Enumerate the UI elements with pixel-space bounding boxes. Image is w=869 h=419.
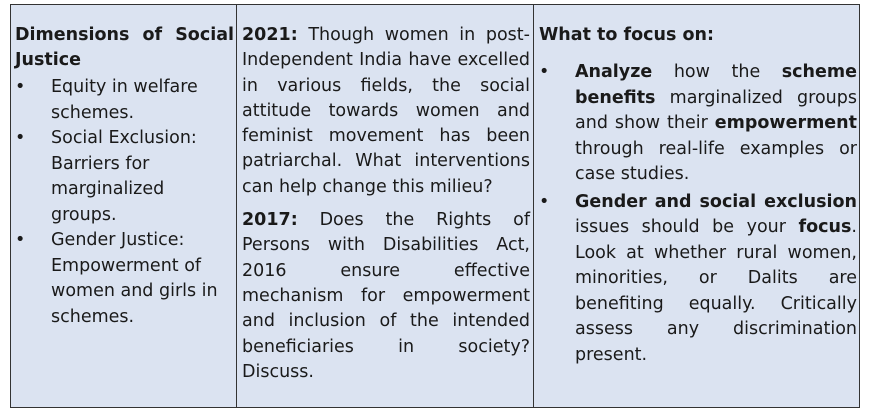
focus-title: What to focus on:	[539, 25, 714, 45]
emphasis-text: scheme benefits	[575, 62, 857, 108]
emphasis-text: empowerment	[714, 113, 857, 133]
list-item	[15, 126, 234, 228]
list-item	[15, 228, 234, 330]
questions-column	[237, 5, 534, 407]
bullet-icon: •	[539, 62, 550, 82]
emphasis-text: Gender and social exclusion	[575, 191, 857, 212]
bullet-icon: •	[15, 77, 26, 97]
focus-text: issues should be your	[575, 217, 799, 237]
dimensions-title: Dimensions of Social Justice	[15, 25, 234, 70]
list-item-text: Equity in welfare schemes.	[51, 77, 198, 123]
dimensions-column	[11, 5, 237, 407]
focus-text: through real-life examples or case studies.	[575, 138, 857, 184]
list-item	[539, 190, 857, 369]
content-table	[10, 4, 860, 408]
question-2017	[242, 208, 530, 385]
question-year: 2021:	[242, 25, 298, 45]
emphasis-text: focus	[798, 217, 852, 237]
list-item-text: Gender Justice: Empowerment of women and girls in schemes.	[51, 230, 218, 327]
focus-list	[539, 60, 857, 368]
dimensions-list	[15, 75, 234, 330]
focus-text: marginalized groups and show their	[575, 87, 857, 133]
question-2021	[242, 23, 530, 200]
focus-column	[534, 5, 859, 407]
question-text: Does the Rights of Persons with Disabilities Act, 2016 ensure effective mechanism for empowerment and inclusion of the intended beneficiaries in society? Discuss.	[242, 210, 530, 382]
bullet-icon: •	[539, 191, 550, 212]
question-year: 2017:	[242, 210, 298, 231]
bullet-icon: •	[15, 230, 26, 250]
focus-text: how the	[652, 62, 782, 82]
bullet-icon: •	[15, 128, 26, 148]
list-item	[15, 75, 234, 126]
question-text: Though women in post-Independent India have excelled in various fields, the social attitude towards women and feminist movement has been patriarchal. What interventions can help change this milieu?	[242, 25, 530, 197]
list-item-text: Social Exclusion: Barriers for marginalized groups.	[51, 128, 197, 225]
focus-text: . Look at whether rural women, minorities, or Dalits are benefiting equally. Critically assess any discrimination present.	[575, 217, 857, 365]
list-item	[539, 60, 857, 188]
emphasis-text: Analyze	[575, 62, 653, 82]
